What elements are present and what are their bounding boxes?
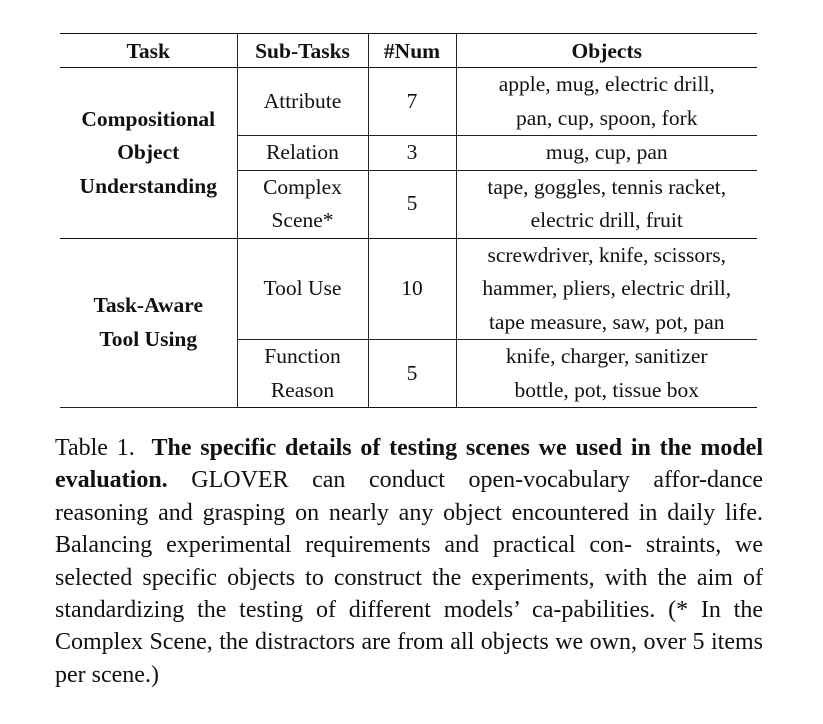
objects-line: apple, mug, electric drill, [498,72,715,96]
subtask-relation: Relation [237,136,368,171]
objects-line: hammer, pliers, electric drill, [482,276,732,300]
objects-line: tape measure, saw, pot, pan [488,309,725,334]
num-function-reason: 5 [368,340,456,408]
num-complex-scene: 5 [368,170,456,238]
subtask-tool-use: Tool Use [237,238,368,340]
objects-line: pan, cup, spoon, fork [515,105,698,130]
subtask-line: Reason [270,377,335,402]
caption-text: straints, we selected specific objects to construct the experiments, with the aim of standardizing the testing of different models’ ca- [55,532,764,624]
table-header-row [60,34,757,68]
caption-text: dance reasoning and grasping on nearly any object encountered in daily life. Balancing experimental requirements and practical con- [55,467,764,559]
caption-label: Table 1. [55,435,135,461]
objects-line: knife, charger, sanitizer [505,344,708,368]
caption-text: GLOVER can conduct open-vocabulary affor- [191,467,708,494]
objects-line: bottle, pot, tissue box [514,377,700,402]
table-caption [55,432,763,691]
objects-line: screwdriver, knife, scissors, [487,242,727,267]
subtask-attribute: Attribute [237,68,368,136]
caption-bold-title: The specific details of testing scenes we used in the model evaluation. [55,435,763,494]
num-relation: 3 [368,136,456,171]
task-line: Compositional [81,106,216,131]
task-line: Object [117,140,180,164]
subtask-complex-scene [237,170,368,238]
num-attribute: 7 [368,68,456,136]
objects-complex-scene [456,170,757,238]
header-task: Task [60,34,237,68]
table-row [60,68,757,136]
task-line: Tool Using [99,326,198,351]
objects-tool-use [456,238,757,340]
objects-function-reason [456,340,757,408]
task-task-aware-tool-using [60,238,237,408]
objects-relation: mug, cup, pan [456,136,757,171]
objects-line: tape, goggles, tennis racket, [487,174,727,199]
task-line: Task-Aware [93,293,203,318]
subtask-function-reason [237,340,368,408]
objects-attribute [456,68,757,136]
subtask-line: Scene* [271,208,334,232]
table-row [60,238,757,340]
subtask-line: Function [264,344,341,368]
objects-line: electric drill, fruit [530,208,683,232]
header-num: #Num [368,34,456,68]
task-compositional-object-understanding [60,68,237,239]
header-objects: Objects [456,34,757,68]
header-subtasks: Sub-Tasks [237,34,368,68]
details-table-container [60,33,757,408]
testing-scenes-table [60,33,757,408]
caption-text: pabilities. (* In the Complex Scene, the distractors are from all objects we own, over 5 items per scene.) [55,597,763,688]
num-tool-use: 10 [368,238,456,340]
task-line: Understanding [79,173,217,198]
subtask-line: Complex [263,174,342,199]
